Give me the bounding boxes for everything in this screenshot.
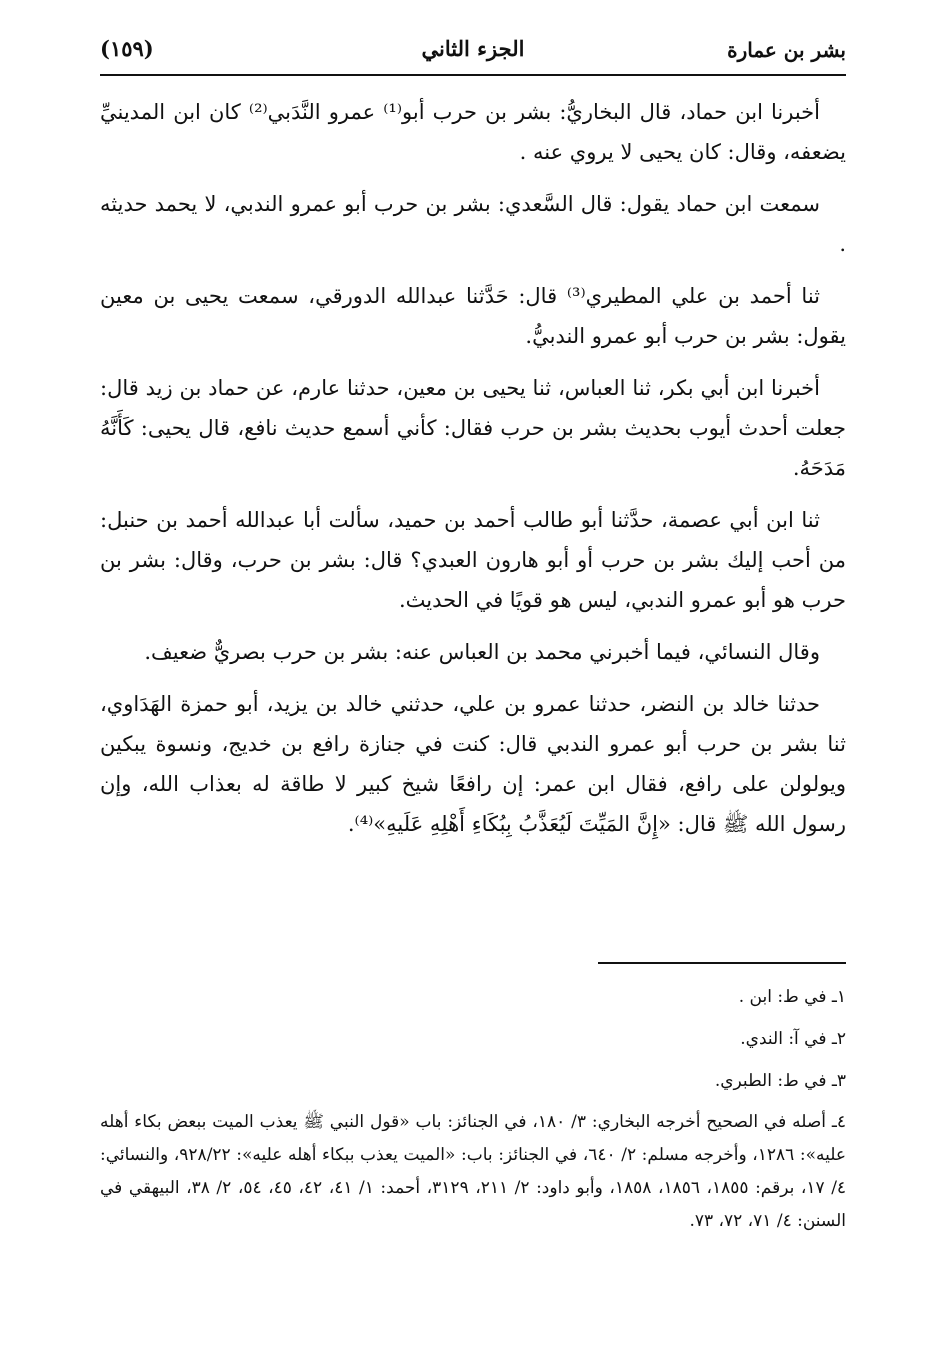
- volume-title: الجزء الثاني: [421, 36, 525, 61]
- page-number: (١٥٩): [100, 36, 154, 61]
- main-text: [100, 92, 846, 856]
- footnotes: [100, 980, 846, 1246]
- footnote-3: ٣ـ في ط: الطبري.: [714, 1071, 846, 1091]
- footnote-1: ١ـ في ط: ابن .: [738, 987, 846, 1007]
- paragraph-5: ثنا ابن أبي عصمة، حدَّثنا أبو طالب أحمد بن حميد، سألت أبا عبدالله أحمد بن حنبل: من أحب إليك بشر بن حرب أو أبو هارون العبدي؟ قال: بشر بن حرب، وقال: بشر بن حرب هو أبو عمرو الندبي، ليس هو قويًا في الحديث.: [100, 508, 846, 612]
- footnote-divider: [598, 962, 846, 964]
- footnote-2: ٢ـ في آ: الندي.: [740, 1029, 846, 1049]
- paragraph-1: أخبرنا ابن حماد، قال البخاريُّ: بشر بن حرب أبو⁽¹⁾ عمرو النَّدَبي⁽²⁾ كان ابن المدينيِّ يضعفه، وقال: كان يحيى لا يروي عنه .: [100, 100, 846, 164]
- page-header: [100, 30, 846, 76]
- running-title: بشر بن عمارة: [727, 38, 846, 62]
- paragraph-6: وقال النسائي، فيما أخبرني محمد بن العباس عنه: بشر بن حرب بصريٌّ ضعيف.: [144, 640, 820, 664]
- paragraph-7: حدثنا خالد بن النضر، حدثنا عمرو بن علي، حدثني خالد بن يزيد، أبو حمزة الهَدَاوي، ثنا بشر بن حرب أبو عمرو الندبي قال: كنت في جنازة رافع بن خديج، ونسوة يبكين ويولولن على رافع، فقال ابن عمر: إن رافعًا شيخ كبير لا طاقة له بعذاب الله، وإن رسول الله ﷺ قال: «إِنَّ المَيِّتَ لَيُعَذَّبُ بِبُكَاءِ أَهْلِهِ عَلَيهِ»⁽⁴⁾.: [100, 692, 846, 836]
- footnote-4: ٤ـ أصله في الصحيح أخرجه البخاري: ٣/ ١٨٠، في الجنائز: باب «قول النبي ﷺ يعذب الميت ببعض بكاء أهله عليه»: ١٢٨٦، وأخرجه مسلم: ٢/ ٦٤٠، في الجنائز: باب: «الميت يعذب ببكاء أهله عليه»: ٩٢٨/٢٢، والنسائي: ٤/ ١٧، برقم: ١٨٥٥، ١٨٥٦، ١٨٥٨، وأبو داود: ٢/ ٢١١، ٣١٢٩، أحمد: ١/ ٤١، ٤٢، ٤٥، ٥٤، ٢/ ٣٨، البيهقي في السنن: ٤/ ٧١، ٧٢، ٧٣.: [100, 1112, 847, 1231]
- paragraph-3: ثنا أحمد بن علي المطيري⁽³⁾ قال: حَدَّثنا عبدالله الدورقي، سمعت يحيى بن معين يقول: بشر بن حرب أبو عمرو الندبيُّ.: [100, 284, 846, 348]
- paragraph-4: أخبرنا ابن أبي بكر، ثنا العباس، ثنا يحيى بن معين، حدثنا عارم، عن حماد بن زيد قال: جعلت أحدث أيوب بحديث بشر بن حرب فقال: كأني أسمع حديث نافع، قال يحيى: كَأَنَّهُ مَدَحَهُ.: [100, 376, 846, 480]
- paragraph-2: سمعت ابن حماد يقول: قال السَّعدي: بشر بن حرب أبو عمرو الندبي، لا يحمد حديثه .: [100, 192, 846, 256]
